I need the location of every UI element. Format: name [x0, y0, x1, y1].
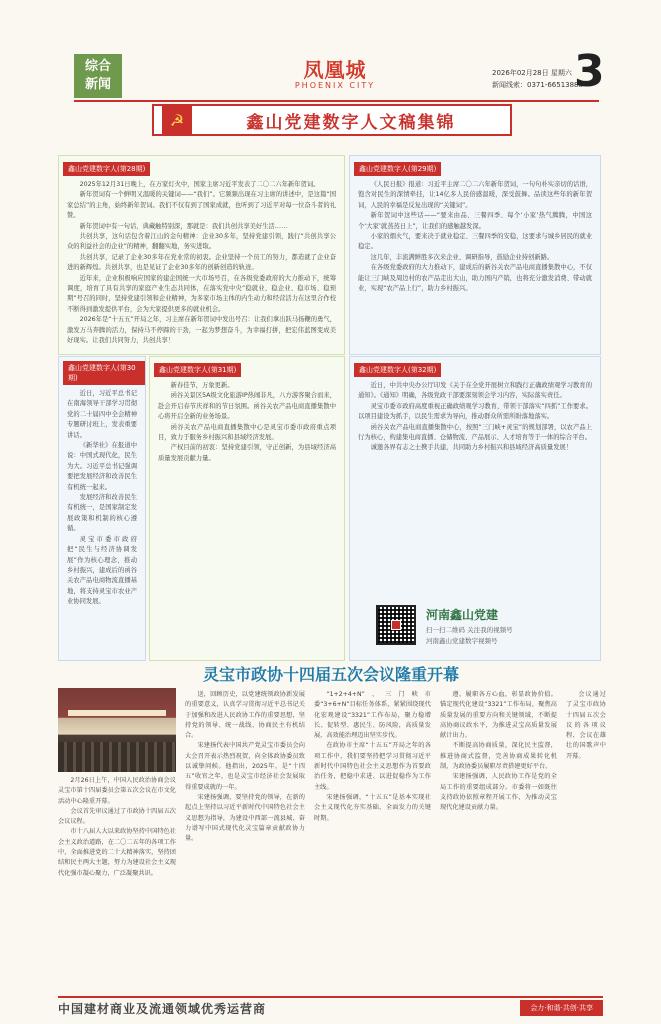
- footer-motto: 会力·和谐·共创·共享: [520, 1000, 603, 1016]
- qr-caption: 河南鑫山党建数字视频号: [426, 636, 498, 645]
- paragraph: 《人民日报》报道：习近平主席二〇二六年新年贺词，一句句朴实亲切的话语，饱含对民生的深情牵挂，让14亿多人民倍感温暖，深受鼓舞。品读这些年的新年贺词，人民的幸福是反复出现的“关键词”。: [358, 181, 592, 209]
- paragraph: “1+2+4+N”、三门峡市委“3+6+N”目标任务体系，紧紧围绕现代化宏观建设“3321”工作布局，聚力稳增长、促转型、惠民生、防风险，高质量发展，高效能治理迈出坚实步伐。: [314, 691, 431, 740]
- paragraph: 新年贺词中这些话——“要来由品、三餐四季、每个‘小家’热气腾腾，中国这个‘大家’就蒸蒸日上”，让我们的感触越发深。: [358, 212, 592, 230]
- logo-english: PHOENIX CITY: [294, 81, 376, 90]
- qr-code-icon[interactable]: [376, 605, 416, 645]
- paragraph: 近年来，企业积极响应国家的建企国统一大市场号召，在各级党委政府的大力推动下，统筹调度，培育了具有共享的家庭产业生态共同体，在落实党中央“稳就业、稳企业、稳市场、稳预期”号召的同时，坚持党建引领和企业精神，为多家市场主体的内生动力和经营活力在这里合作校不断得到激发提供平台，会为大家提供更多的就业机会。: [67, 274, 336, 313]
- paragraph: 会议首先审议通过了市政协十四届五次会议议程。: [58, 807, 176, 826]
- story-column-2: [185, 690, 305, 960]
- issue-date: 2026年02月28日: [492, 69, 549, 77]
- qr-promo: [376, 605, 576, 645]
- column-tag: 鑫山党建数字人(第31期): [154, 363, 241, 377]
- paragraph: 发展经济和改善民生有机统一，是国家制定发展政策和机制的核心遵循。: [67, 494, 137, 533]
- paragraph: 新春佳节，万象更新。: [170, 382, 234, 389]
- paragraph: 2026年是“十五五”开局之年，习主席在新年贺词中发出号召：让我们拿出跃马扬鞭的勇气，激发万马奔腾的活力，保持马不停蹄的干劲，一起为梦想奋斗，为幸福打拼，把宏伟蓝图变成美好现实。让我们共同努力，共创共享！: [67, 316, 336, 345]
- article-box-29: [349, 155, 601, 355]
- paragraph: 送，回顾历史，以党建统领政协新发展的重要意义，认真学习贯彻习近平总书记关于加强和改进人民政协工作的重要思想，坚持党的领导、统一战线、协商民主有机结合。: [185, 691, 305, 740]
- column-tag: 鑫山党建数字人(第29期): [354, 162, 441, 176]
- column-tag: 鑫山党建数字人(第32期): [354, 363, 441, 377]
- paragraph: 宋建扬强调，人民政协工作是党的全局工作的重要组成部分。市委将一如既往支持政协依照章程开展工作，为推动灵宝现代化建设贡献力量。: [440, 773, 557, 812]
- paragraph: 宋建扬代表中国共产党灵宝市委员会向大会召开表示热烈祝贺，向全体政协委员致以诚挚问候。他指出，2025年，是“十四五”收官之年，也是灵宝市经济社会发展取得重要成就的一年。: [185, 742, 305, 791]
- column-tag: 鑫山党建数字人(第30期): [63, 361, 145, 385]
- paragraph: 不断提高协商质量，深化民主监督，推进协商式监督，完善协商成果转化机制，为政协委员履职尽责搭建更好平台。: [440, 742, 557, 771]
- news-hotline: 新闻线索：0371-66513888: [492, 81, 583, 89]
- paragraph: 新年贺词有一个鲜明又温暖的关键词——“我们”。它频频出现在习主席的讲述中，是这篇“国家总结”的主角，始终新年贺词。我们不仅有到了国家成就，也听到了习近平对每一位奋斗者的礼赞。: [67, 191, 336, 220]
- page-footer: [58, 996, 603, 1018]
- qr-subtitle: 扫一扫二维码 关注我的视频号: [426, 625, 513, 634]
- story-headline: 灵宝市政协十四届五次会议隆重开幕: [202, 665, 459, 684]
- paragraph: 《新华社》在报道中说：中国式现代化，民生为大。习近平总书记强调要把发展经济和改善民生有机统一起来。: [67, 442, 137, 491]
- footer-slogan: 中国建材商业及流通领域优秀运营商: [58, 1001, 267, 1016]
- feature-banner: [152, 104, 512, 136]
- page-number: 3: [574, 46, 605, 97]
- article-box-28: [58, 155, 345, 355]
- article-box-31: [149, 356, 345, 661]
- paragraph: 在政协市主席“十五五”开局之年的各项工作中，我们要坚持把学习贯彻习近平新时代中国特色社会主义思想作为首要政治任务，把稳中求进、以进促稳作为工作主线。: [314, 742, 431, 791]
- paragraph: 在各级党委政府的大力推动下，建成后的新谷关农产品电商直播集散中心，不仅能让三门峡及周边村的农产品走出大山，助力国内产销，也将充分激发消费、带动就业，实现“农产品上行”，助力乡村振兴。: [358, 264, 592, 293]
- paragraph: 函谷关农产品电商直播集散中心，按照“三门峡+灵宝”的规划部署，以农产品上行为核心，构建集电商直播、仓储物流、产品展示、人才培育等于一体的综合平台。: [358, 423, 592, 442]
- paragraph: 2月26日上午，中国人民政治协商会议灵宝市第十四届委员会第五次会议在市文化活动中心隆重开幕。: [58, 777, 176, 805]
- paragraph: 宋建扬强调，“十五五”是基本实现社会主义现代化夯实基础、全面发力的关键时期。: [314, 793, 431, 822]
- paragraph: 近日，中共中央办公厅印发《关于在全党开展树立和践行正确政绩观学习教育的通知》。《通知》明确，各级党政干部要深刻领会学习内容，实际落实责任。: [358, 382, 592, 400]
- story-column-5: [566, 690, 606, 960]
- paragraph: 函谷关景区5A级文化旅游IP热闹非凡，八方游客聚合而来，赴会开启春节庆祥和的节日氛围。函谷关农产品电商直播集散中心将开启全新的业务场景。: [158, 392, 336, 421]
- section-tag: [74, 54, 122, 98]
- banner-title: 鑫山党建数字人文稿集锦: [246, 112, 456, 133]
- article-box-30: [58, 356, 146, 661]
- paragraph: 灵宝市委市政府高度重视正确政绩观学习教育，带领干部落实“四抓”工作要求。以项目建设为抓手，以民生需求为导向，推动群众所需所盼落地落实。: [358, 402, 592, 421]
- section-label-2: 新闻: [84, 77, 111, 92]
- paragraph: 诚邀各界有志之士携手共建，共同助力乡村振兴和县域经济高质量发展！: [370, 444, 573, 452]
- date-info: [492, 67, 583, 91]
- paragraph: 共创共享，这句话包含着江山的金句精神：企业30多年，坚持党建引领，践行“共创共享公众的利益社会的企业”的精神，翻翻实地，务实进取。: [67, 233, 336, 251]
- paragraph: 小家的烟火气，要来决于就业稳定、三餐四季的安稳，这要求与城乡居民的就业稳定。: [358, 233, 592, 251]
- party-emblem-icon: ☭: [162, 106, 192, 134]
- paragraph: 市十八届人大以来政协坚持中国特色社会主义政治道路，在二〇二五年的各项工作中，全面推进党的二十大精神落实，坚持团结和民主两大主题，努力为建设社会主义现代化强市凝心聚力，广泛凝聚共识。: [58, 828, 176, 877]
- story-column-3: [314, 690, 431, 960]
- paragraph: 遵，履职各方心血，彰显政协价值。锚定现代化建设“3321”工作布局，聚焦高质量发展的重要方向和关键领域，不断提高协商议政水平，为推进灵宝高质量发展献计出力。: [440, 691, 557, 740]
- paragraph: 近日，习近平总书记在南海领导干部学习贯彻党的二十届四中全会精神专题研讨班上，发表重要讲话。: [67, 390, 137, 439]
- paragraph: 会议通过了灵宝市政协十四届五次会议的各项议程，会议在雄壮的国歌声中开幕。: [566, 691, 606, 760]
- paragraph: 灵宝市委市政府把“民生与经济协调发展”作为核心理念，推动乡村振兴，建成后的函谷关农产品电商物流直播基地，将支持灵宝市农业产业协同发展。: [67, 535, 137, 606]
- conference-photo: [58, 688, 176, 772]
- section-label-1: 综合: [84, 59, 111, 74]
- issue-day: 星期六: [550, 69, 572, 77]
- paragraph: 新年贺词中有一句话，典藏触特别深，那就是：我们共创共享美好生活……: [79, 222, 288, 230]
- qr-title: 河南鑫山党建: [426, 607, 499, 622]
- paragraph: 这几年，丰流满鲜胜多次来企业、调研指导，鼓励企业持创新路。: [370, 253, 554, 261]
- paragraph: 共创共享，记录了企业30多年在党业常的初衷。企业坚持一个员工的努力，都造就了企业奋进的新辉煌。共创共享，也是见证了企业30多年的创新创造的轨迹。: [67, 253, 336, 272]
- paragraph: 2025年12月31日晚上，在万家灯火中，国家主席习近平发表了二〇二六年新年贺词。: [79, 181, 320, 188]
- story-column-1: [58, 776, 176, 966]
- logo-chinese: 凤凰城: [303, 58, 367, 82]
- story-column-4: [440, 690, 557, 960]
- paragraph: 函谷关农产品电商直播集散中心是灵宝市委市政府重点项目，致力于服务乡村振兴和县域经济发展。: [158, 423, 336, 442]
- masthead-rule: [74, 100, 599, 102]
- paragraph: 宋建扬强调，要坚持党的领导，在新的起点上坚持以习近平新时代中国特色社会主义思想为指导，为建设中西部一流县城、奋力谱写中国式现代化灵宝篇章贡献政协力量。: [185, 793, 305, 843]
- newspaper-logo: [290, 54, 380, 90]
- paragraph: 产权目前的初衷：坚持党建引领，守正创新，为县域经济高质量发展贡献力量。: [158, 444, 336, 462]
- column-tag: 鑫山党建数字人(第28期): [63, 162, 150, 176]
